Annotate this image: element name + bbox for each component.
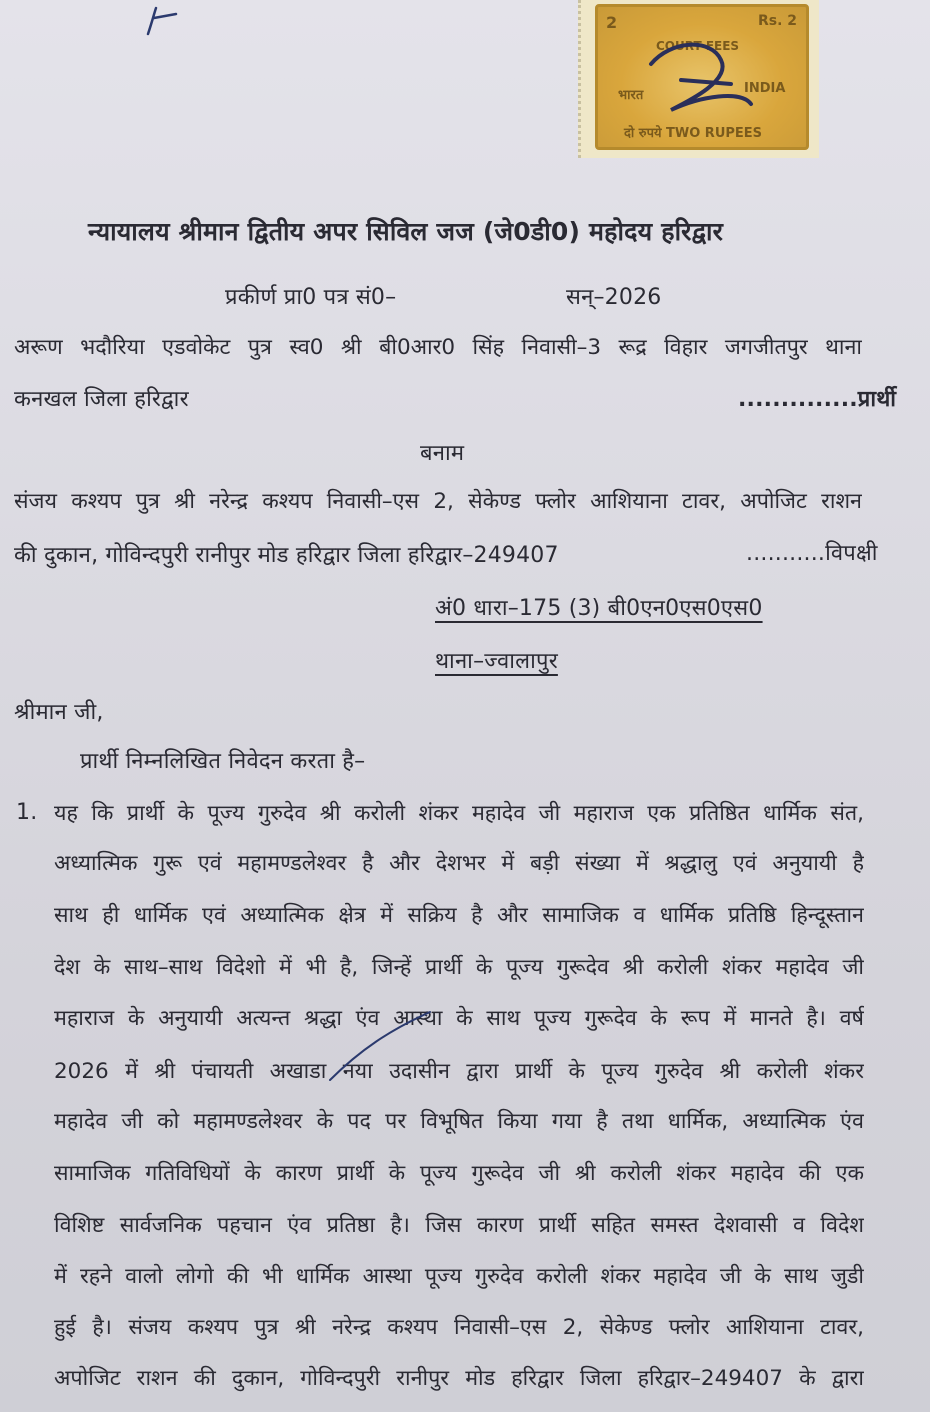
paragraph-line: साथ ही धार्मिक एवं अध्यात्मिक क्षेत्र में सक्रिय है और सामाजिक व धार्मिक प्रतिष्ठि हिन्दूस्तान <box>54 903 864 928</box>
salutation: श्रीमान जी, <box>14 700 104 725</box>
paragraph-line: देश के साथ–साथ विदेशो में भी है, जिन्हें प्रार्थी के पूज्य गुरूदेव श्री करोली शंकर महादेव जी <box>54 955 864 980</box>
paragraph-line: विशिष्ट सार्वजनिक पहचान एंव प्रतिष्ठा है। जिस कारण प्रार्थी सहित समस्त देशवासी व विदेश <box>54 1213 864 1238</box>
paragraph-line: यह कि प्रार्थी के पूज्य गुरुदेव श्री करोली शंकर महादेव जी महाराज एक प्रतिष्ठित धार्मिक संत, <box>54 801 864 826</box>
paragraph-line: हुई है। संजय कश्यप पुत्र श्री नरेन्द्र कश्यप निवासी–एस 2, सेकेण्ड फ्लोर आशियाना टावर, <box>54 1315 864 1340</box>
respondent-line-1: संजय कश्यप पुत्र श्री नरेन्द्र कश्यप निवासी–एस 2, सेकेण्ड फ्लोर आशियाना टावर, अपोजिट राशन <box>14 489 862 514</box>
section-heading: अं0 धारा–175 (3) बी0एन0एस0एस0 <box>435 596 763 621</box>
stamp-left-script: भारत <box>618 88 644 103</box>
court-fee-stamp <box>578 0 819 158</box>
stamp-bottom-text: दो रुपये TWO RUPEES <box>624 126 763 141</box>
paragraph-line: में रहने वालो लोगो की भी धार्मिक आस्था पूज्य गुरुदेव करोली शंकर महादेव जी के साथ जुडी <box>54 1264 864 1289</box>
intro-text: प्रार्थी निम्नलिखित निवेदन करता है– <box>80 749 366 774</box>
case-number-label: प्रकीर्ण प्रा0 पत्र सं0– <box>225 285 397 310</box>
paragraph-line: 2026 में श्री पंचायती अखाडा नया उदासीन द्वारा प्रार्थी के पूज्य गुरुदेव श्री करोली शंकर <box>54 1059 864 1084</box>
case-year: सन्–2026 <box>566 285 662 310</box>
stamp-left-value: 2 <box>606 13 618 32</box>
paragraph-line: सामाजिक गतिविधियों के कारण प्रार्थी के पूज्य गुरूदेव जी श्री करोली शंकर महादेव की एक <box>54 1161 864 1186</box>
paragraph-line: अपोजिट राशन की दुकान, गोविन्दपुरी रानीपुर मोड हरिद्वार जिला हरिद्वार–249407 के द्वारा <box>54 1366 864 1391</box>
handwritten-mark <box>140 4 190 44</box>
stamp-right-value: Rs. 2 <box>758 13 798 29</box>
stamp-top-text: COURT FEES <box>656 39 740 53</box>
police-station-heading: थाना–ज्वालापुर <box>435 649 558 674</box>
paragraph-line: महाराज के अनुयायी अत्यन्त श्रद्धा एंव आस्था के साथ पूज्य गुरूदेव के रूप में मानते है। वर्ष <box>54 1006 864 1031</box>
applicant-line-1: अरूण भदौरिया एडवोकेट पुत्र स्व0 श्री बी0आर0 सिंह निवासी–3 रूद्र विहार जगजीतपुर थाना <box>14 335 862 360</box>
court-title: न्यायालय श्रीमान द्वितीय अपर सिविल जज (जे0डी0) महोदय हरिद्वार <box>88 217 724 246</box>
applicant-line-2: कनखल जिला हरिद्वार <box>14 387 189 412</box>
versus-label: बनाम <box>420 441 465 466</box>
paragraph-number: 1. <box>16 800 38 825</box>
pen-stroke <box>320 1000 440 1090</box>
paragraph-line: महादेव जी को महामण्डलेश्वर के पद पर विभूषित किया गया है तथा धार्मिक, अध्यात्मिक एंव <box>54 1109 864 1134</box>
respondent-line-2: की दुकान, गोविन्दपुरी रानीपुर मोड हरिद्वार जिला हरिद्वार–249407 <box>14 543 559 568</box>
stamp-right-script: INDIA <box>744 81 786 96</box>
paragraph-line: अध्यात्मिक गुरू एवं महामण्डलेश्वर है और देशभर में बड़ी संख्या में श्रद्धालु एवं अनुयायी है <box>54 851 864 876</box>
respondent-role: ...........विपक्षी <box>746 541 878 566</box>
stamp-signature <box>581 0 819 158</box>
applicant-role: ..............प्रार्थी <box>738 387 897 412</box>
